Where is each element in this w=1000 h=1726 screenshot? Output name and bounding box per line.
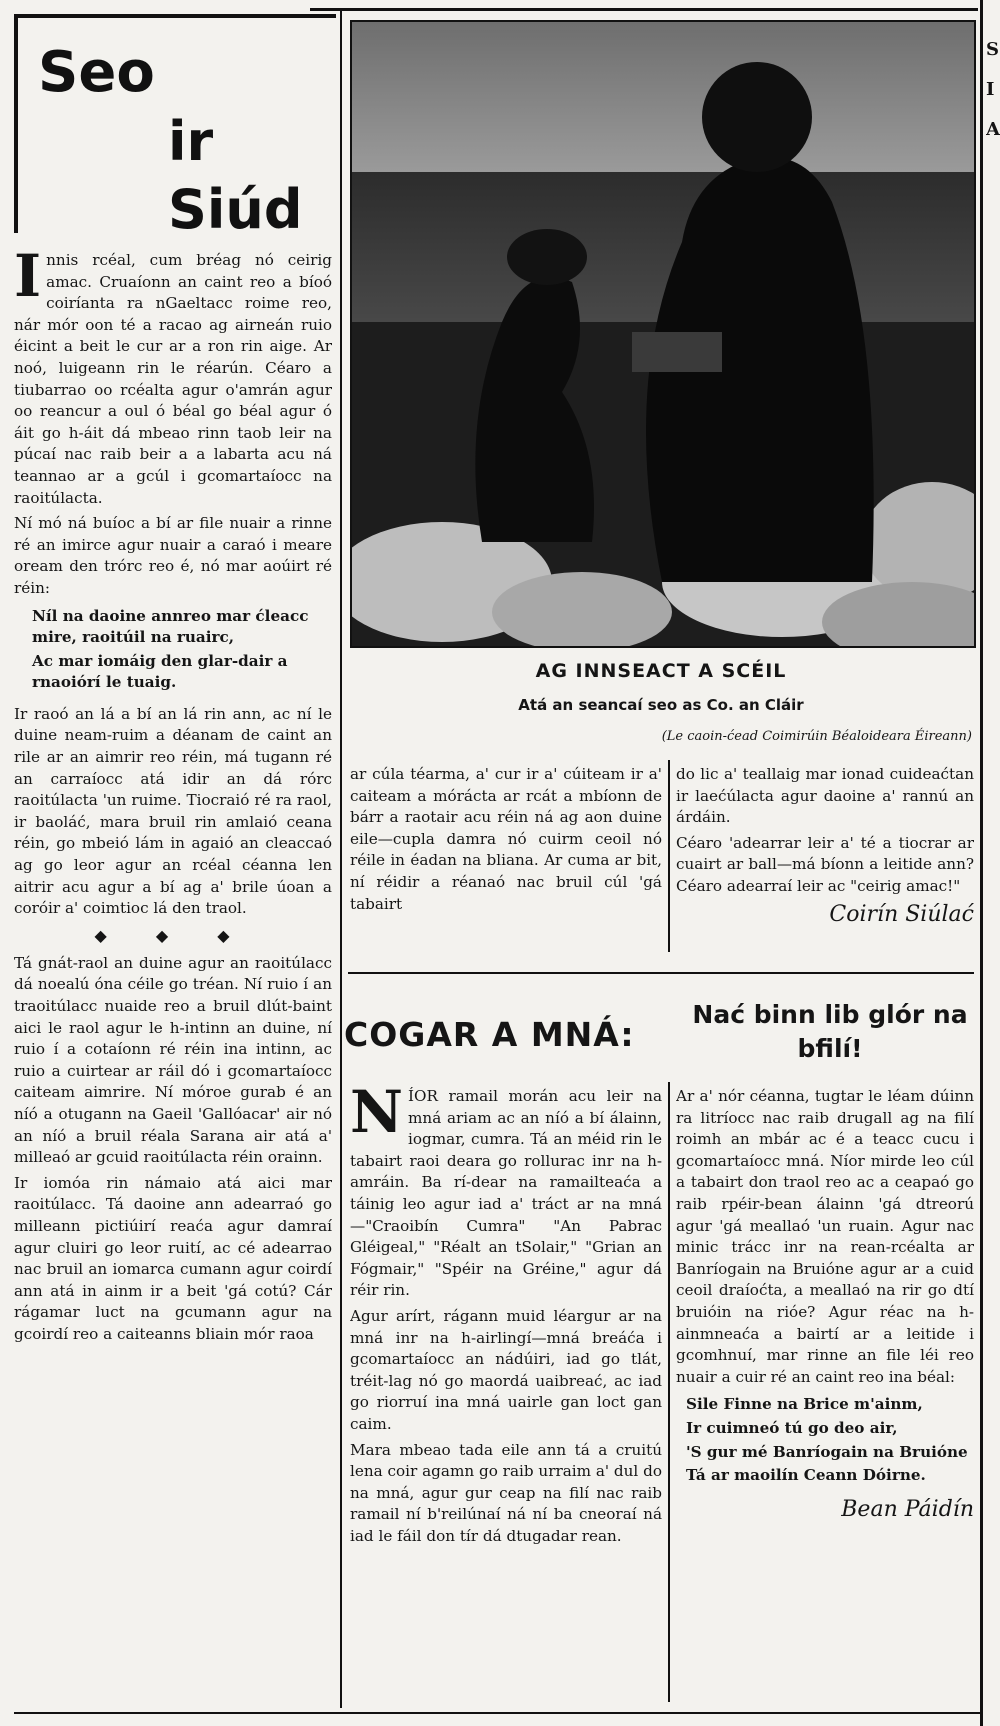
article1-cont-col-b [676,764,974,964]
masthead-line-3: Siúd [168,178,303,241]
photo-illustration [352,22,974,646]
article1-signature: Coirín Siúlać [829,901,974,927]
verse-line: Tá ar maoilín Ceann Dóirne. [686,1466,926,1485]
article2-dropcap: N [350,1086,404,1146]
verse-line: Ac mar iomáig den glar-dair a rnaoiórí le tuaig. [32,651,288,692]
article1-cont-para-a: ar cúla téarma, a' cur ir a' cúiteam ir a' caiteam a mórácta ar rcát a mbíonn de bárr a raotair acu réin ná ag aon duine eile—cupla damra nó cuirm ceoil nó réile in éadan na bliana. Ar cuma ar bit, ní réidir a réanaó nac bruil cúl 'gá tabairt [350,765,662,913]
article1-verse [32,606,332,694]
column-divider-mid-upper [668,760,670,952]
top-rule [310,8,978,11]
verse-line: 'S gur mé Banríogain na Bruióne [686,1442,968,1461]
masthead-box [14,14,336,241]
storyteller-photo [350,20,976,648]
article1-para-5: Ir iomóa rin námaio atá aici mar raoitúlacc. Tá daoine ann adearraó go milleann pictiúirí reaća agur damraí agur cluiri go leor ruití, ac cé adearrao nac bruil an iomarca cumann agur coirdí ann atá in ainm ir a beit 'gá cotú? Cár rágamar luct na gcumann agur na gcoirdí reo a caiteanns bliain mór raoa [14,1173,332,1343]
article1-para-2: Ní mó ná buíoc a bí ar file nuair a rinne ré an imirce agur nuair a caraó i meare oream den trórc reo é, nó mar aoúirt ré réin: [14,514,332,597]
next-column-letters: S I A [986,39,1000,140]
article1-cont-para-b: do lic a' teallaig mar ionad cuideaćtan ir laećúlacta agur daoine a' rannú an árdáin. [676,765,974,827]
article1-para-1: nnis rcéal, cum bréag nó ceirig amac. Cruaíonn an caint reo a bíoó coiríanta ra nGaeltacc roime reo, nár mór oon té a racao ag airneán ruio éicint a beit le cur ar a ron rin aige. Ar noó, luigeann rin le réarún. Céaro a tiubarrao oo rcéalta agur o'amrán agur oo reancur a oul ó béal go béal agur ó áit go h-áit dá mbeao rinn taob leir na púcaí nac raib beir a a labarta acu ná teannao ar a gcúl i gcomartaíocc na raoitúlacta. [14,251,332,507]
article2-signature: Bean Páidín [841,1496,974,1522]
article2-headline: COGAR A MNÁ: [344,1015,635,1054]
article2-para-2: Agur arírt, rágann muid léargur ar na mná inr na h-airlingí—mná breáća i gcomartaíocc an nádúiri, iad go tlát, tréit-lag nó go maordá uaibreać, ac iad go riorruí ina mná uairle gan loct gan caim. [350,1306,662,1433]
article2-para-1: ÍOR ramail morán acu leir na mná ariam ac an níó a bí álainn, iogmar, cumra. Tá an méid rin le tabairt raoi deara go rollurac inr na h-amráin. Ba rí-dear na ramailteaća a táinig leo agur iad a' tráct ar na mná—"Craoibín Cumra" "An Pabrac Gléigeal," "Réalt an tSolair," "Grian an Fógmair," "Spéir na Gréine," agur dá réir rin. [350,1087,662,1300]
article2-para-3: Mara mbeao tada eile ann tá a cruitú lena coir agamn go raib urraim a' dul do na mná, agur gur ceap na filí nac raib ramail ní b'reilúnaí ná ní ba cneoraí ná iad le fáil don tír dá dtugadar rean. [350,1440,662,1545]
section-separator [348,972,974,974]
article1-cont-col-a [350,764,662,964]
article2-headline-b: Nać binn lib glór na bfilí! [692,1000,968,1063]
article1-dropcap: I [14,250,42,310]
masthead-line-1: Seo [38,40,155,105]
verse-line: Ir cuimneó tú go deo air, [686,1418,898,1437]
article2-verse [686,1394,974,1486]
article1-cont-para-b2: Céaro 'adearrar leir a' té a tiocrar ar cuairt ar ball—má bíonn a leitide ann? Céaro adearraí leir ac "ceirig amac!" [676,833,974,895]
masthead-line-2: ir [168,110,214,173]
article2-para-4: Ar a' nór céanna, tugtar le léam dúinn ra litríocc nac raib drugall ag na filí roimh an mbár ac é a teacc cucu i gcomartaíocc mná. Níor mirde leo cúl a tabairt don traol reo ac a ceapaó go raib rpéir-bean álainn 'gá dtreorú agur 'gá meallaó 'un ruain. Agur nac minic trácc inr na rean-rcéalta ar Banríogain na Bruióne agur ar a cuid ceoil draíoćta, a meallaó na rir go dtí bruióin na rióe? Agur réac na h-ainmneaća a bairtí ar a leitide i gcomhnuí, mar rinne an file léi reo nuair a cuir ré an caint reo ina béal: [676,1087,974,1386]
column-divider-mid-lower [668,1082,670,1702]
article2-col-b [676,1086,974,1706]
verse-line: Níl na daoine annreo mar ćleacc mire, raoitúil na ruairc, [32,606,309,647]
article1-column [14,250,332,1708]
article1-para-4: Tá gnát-raol an duine agur an raoitúlacc dá noealú óna céile go tréan. Ní ruio í an traoitúlacc nuaide reo a bruil dlút-baint aici le raol agur le h-intinn an duine, ní ruio í a cotaíonn ré réin ina intinn, ac ruio a cuirtear ar ráil dó i gcomartaíocc caiteam aimrire. Ní móroe gurab é an níó a otugann na Gaeil 'Gallóacar' air nó an níó a bruil réala Sarana air atá a' milleaó ar gcuid raoitúlacta réin orainn. [14,953,332,1167]
article2-col-a [350,1086,662,1706]
photo-subcaption: Atá an seancaí seo as Co. an Cláir [518,696,804,714]
article1-para-3: Ir raoó an lá a bí an lá rin ann, ac ní le duine neam-ruim a déanam de caint an rile ar an aimrir reo réin, má tugann ré an carraíocc atá idir an dá rórc raoitúlacta 'un ruime. Tiocraió ré ra raol, ir baoláć, mara bruil rin amlaió ceana réin, go mbeió lám in agaió an cleaccaó ag go leor agur an rcéal céanna len aitrir acu agur a bí ag a' brile úoan a coróir a' coimtioc lá den traol. [14,704,332,918]
photo-caption: AG INNSEACT A SCÉIL [535,660,787,682]
bottom-rule [14,1712,980,1714]
column-divider-right [980,0,983,1726]
column-divider-left [340,8,342,1708]
next-column-edge [986,0,1000,1726]
photo-credit: (Le caoin-ćead Coimirúin Béaloideara Éireann) [661,729,972,744]
diamond-separator: ◆ ◆ ◆ [94,925,252,945]
verse-line: Sile Finne na Brice m'ainm, [686,1395,923,1414]
